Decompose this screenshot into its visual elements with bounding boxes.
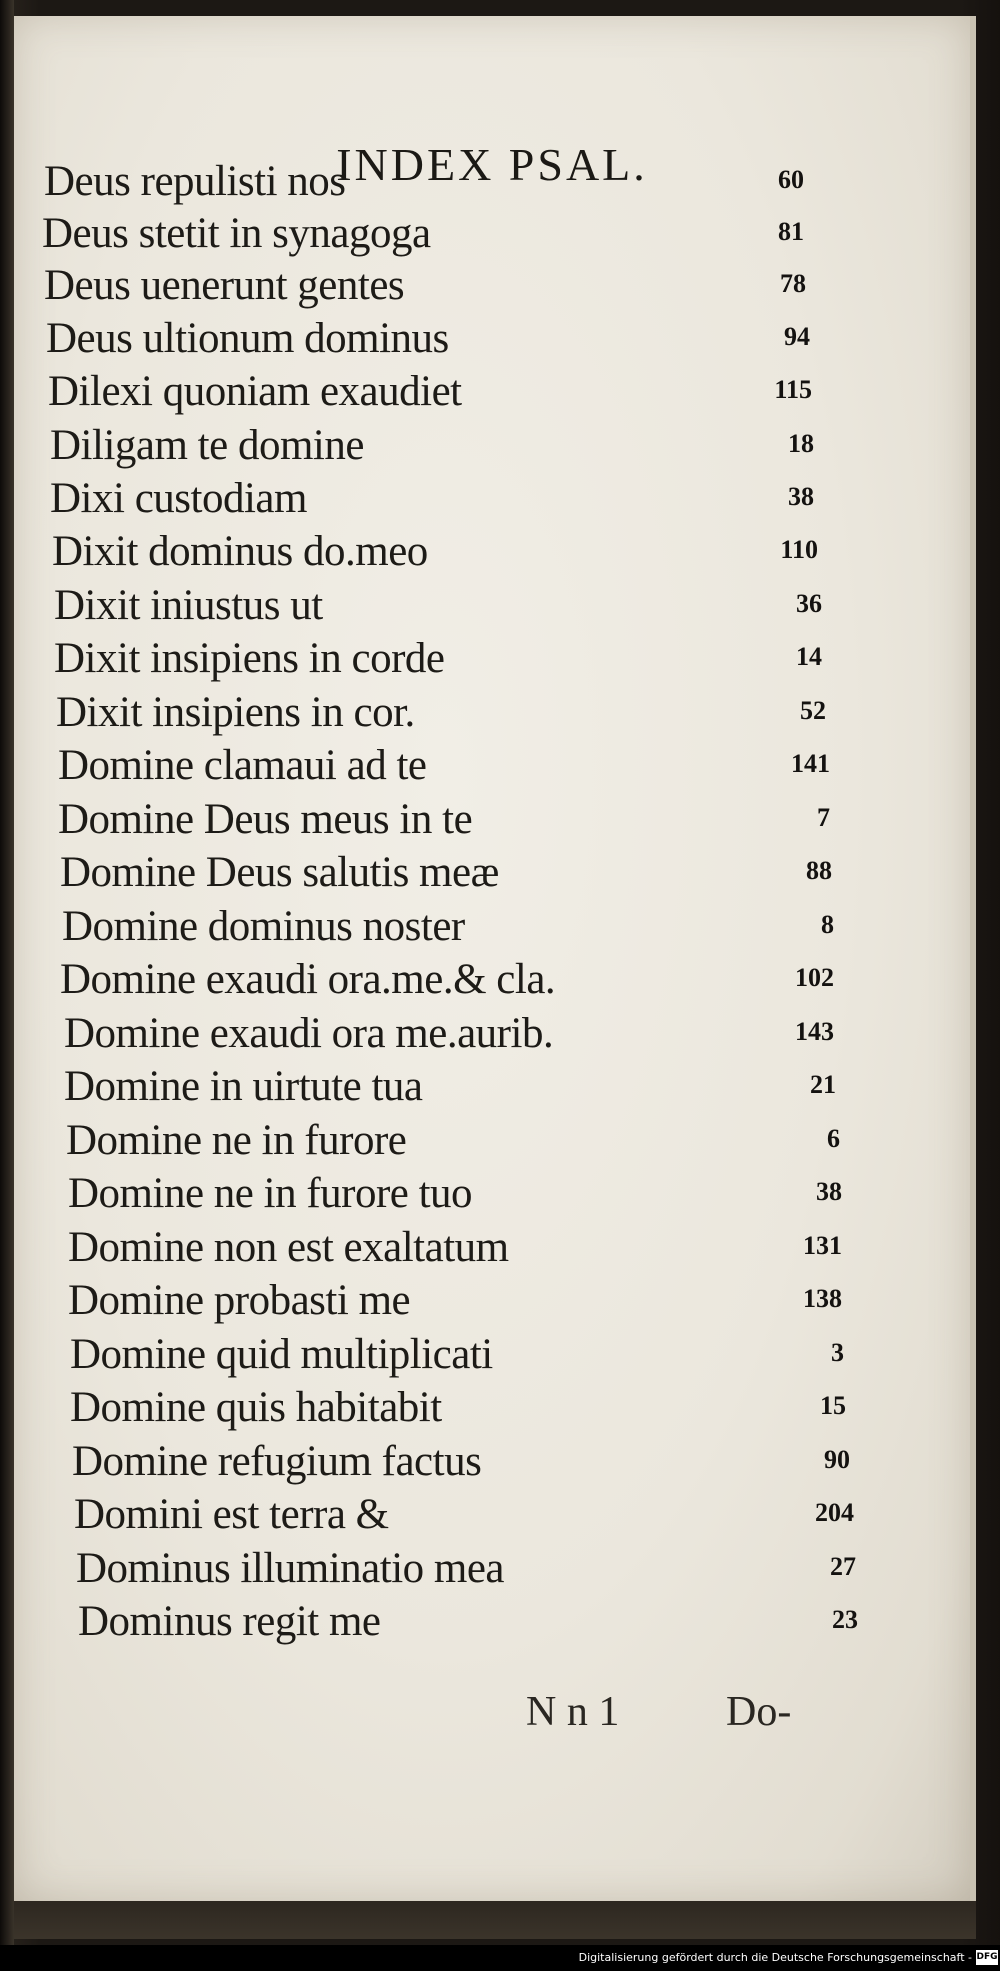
index-entry	[78, 1596, 858, 1648]
entry-title: Dixit iniustus ut	[54, 582, 323, 629]
entry-page-number: 21	[810, 1070, 836, 1099]
entry-title: Dixit insipiens in corde	[54, 635, 445, 682]
index-entry	[56, 687, 826, 739]
index-entry	[68, 1275, 842, 1327]
index-entry	[70, 1329, 844, 1381]
entry-title: Domine in uirtute tua	[64, 1063, 423, 1110]
entry-title: Dominus illuminatio mea	[76, 1545, 505, 1592]
index-entry	[54, 633, 822, 685]
index-entry	[58, 740, 830, 792]
dfg-logo: DFG	[976, 1950, 998, 1965]
footer-credit: Digitalisierung gefördert durch die Deutsche Forschungsgemeinschaft -	[578, 1951, 972, 1964]
entry-title: Domine Deus meus in te	[58, 796, 473, 843]
entry-title: Domine quid multiplicati	[70, 1331, 493, 1378]
entry-title: Deus repulisti nos	[44, 158, 346, 205]
entry-title: Dominus regit me	[78, 1598, 381, 1645]
entry-page-number: 3	[831, 1338, 844, 1367]
entry-title: Domine non est exaltatum	[68, 1224, 509, 1271]
index-entry	[68, 1168, 842, 1220]
page-bottom-edge	[14, 1901, 976, 1939]
entry-page-number: 6	[827, 1124, 840, 1153]
entry-title: Domine clamaui ad te	[58, 742, 427, 789]
book-page	[14, 16, 976, 1901]
entry-page-number: 52	[800, 696, 826, 725]
entry-title: Domine refugium factus	[72, 1438, 482, 1485]
binding-edge	[0, 0, 14, 1971]
entry-page-number: 23	[832, 1605, 858, 1634]
index-entry	[76, 1543, 856, 1595]
entry-page-number: 14	[796, 642, 822, 671]
entry-title: Domine quis habitabit	[70, 1384, 442, 1431]
catchword: Do-	[726, 1689, 792, 1735]
index-entry	[70, 1382, 846, 1434]
entry-page-number: 18	[788, 429, 814, 458]
running-head: INDEX PSAL.	[336, 139, 648, 190]
index-entry	[74, 1489, 854, 1541]
entry-title: Dixit dominus do.meo	[52, 528, 428, 575]
entry-title: Domini est terra &	[74, 1491, 389, 1538]
entry-title: Domine probasti me	[68, 1277, 411, 1324]
index-entry	[44, 156, 804, 208]
index-entry	[52, 526, 818, 578]
index-entry	[48, 366, 812, 418]
index-entry	[58, 794, 830, 846]
index-entry	[50, 420, 814, 472]
entry-page-number: 36	[796, 589, 822, 618]
entry-page-number: 115	[774, 375, 812, 404]
index-entry	[42, 208, 802, 260]
entry-page-number: 38	[816, 1177, 842, 1206]
entry-page-number: 138	[803, 1284, 842, 1313]
entry-title: Deus stetit in synagoga	[42, 210, 431, 257]
entry-title: Dixit insipiens in cor.	[56, 689, 415, 736]
entry-title: Domine Deus salutis meæ	[60, 849, 499, 896]
entry-page-number: 141	[791, 749, 830, 778]
index-entry	[62, 901, 834, 953]
index-entry	[72, 1436, 850, 1488]
entry-page-number: 131	[803, 1231, 842, 1260]
entry-title: Deus ultionum dominus	[46, 315, 449, 362]
index-entry	[44, 260, 804, 312]
entry-page-number: 102	[795, 963, 834, 992]
entry-title: Domine dominus noster	[62, 903, 465, 950]
entry-page-number: 15	[820, 1391, 846, 1420]
signature-mark: N n 1	[526, 1689, 620, 1735]
entry-title: Domine exaudi ora me.aurib.	[64, 1010, 554, 1057]
entry-page-number: 204	[815, 1498, 854, 1527]
entry-title: Dixi custodiam	[50, 475, 307, 522]
entry-page-number: 94	[784, 322, 810, 351]
entry-title: Domine exaudi ora.me.& cla.	[60, 956, 556, 1003]
entry-title: Domine ne in furore	[66, 1117, 407, 1164]
entry-page-number: 78	[780, 269, 806, 298]
entry-page-number: 60	[778, 165, 804, 194]
entry-page-number: 81	[778, 217, 804, 246]
entry-title: Deus uenerunt gentes	[44, 262, 405, 309]
index-entry	[50, 473, 814, 525]
entry-title: Dilexi quoniam exaudiet	[48, 368, 462, 415]
entry-page-number: 90	[824, 1445, 850, 1474]
entry-page-number: 7	[817, 803, 830, 832]
digitization-footer	[0, 1945, 1000, 1971]
entry-page-number: 27	[830, 1552, 856, 1581]
index-entry	[46, 313, 810, 365]
index-entry	[60, 847, 832, 899]
entry-page-number: 143	[795, 1017, 834, 1046]
index-entry	[54, 580, 822, 632]
index-entry	[60, 954, 834, 1006]
entry-title: Domine ne in furore tuo	[68, 1170, 473, 1217]
entry-page-number: 38	[788, 482, 814, 511]
entry-page-number: 88	[806, 856, 832, 885]
entry-page-number: 8	[821, 910, 834, 939]
psalm-index-list	[14, 16, 970, 1901]
entry-title: Diligam te domine	[50, 422, 364, 469]
index-entry	[68, 1222, 842, 1274]
index-entry	[64, 1008, 834, 1060]
entry-page-number: 110	[780, 535, 818, 564]
index-entry	[66, 1115, 840, 1167]
index-entry	[64, 1061, 836, 1113]
